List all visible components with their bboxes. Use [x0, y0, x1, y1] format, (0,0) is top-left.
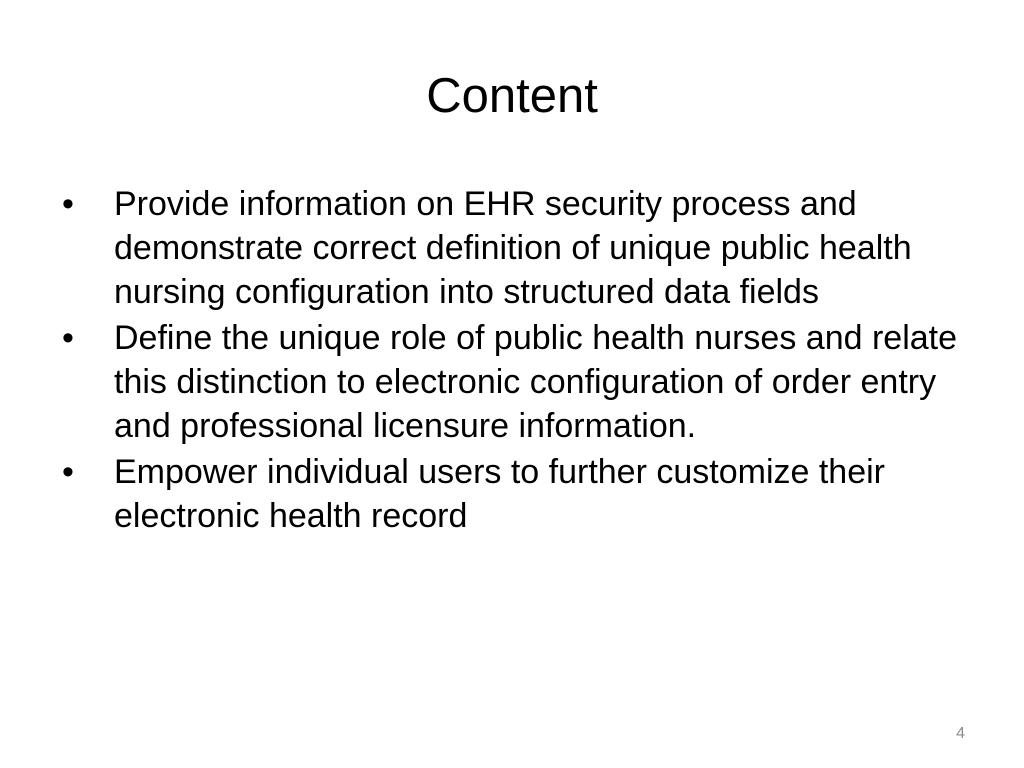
- bullet-item-role: [60, 316, 980, 448]
- slide-title: Content: [426, 69, 598, 123]
- bullet-icon: •: [62, 453, 74, 491]
- bullet-list: [60, 182, 980, 540]
- bullet-icon: •: [62, 319, 74, 357]
- bullet-text: Empower individual users to further customize their electronic health record: [114, 453, 885, 535]
- page-number: 4: [956, 725, 965, 742]
- bullet-text: Define the unique role of public health nurses and relate this distinction to electronic configuration of order entry and professional licensure information.: [114, 319, 958, 445]
- bullet-item-security: [60, 182, 980, 314]
- bullet-item-empower: [60, 450, 980, 538]
- bullet-icon: •: [62, 185, 74, 223]
- bullet-text: Provide information on EHR security process and demonstrate correct definition of unique public health nursing configuration into structured data fields: [114, 185, 912, 311]
